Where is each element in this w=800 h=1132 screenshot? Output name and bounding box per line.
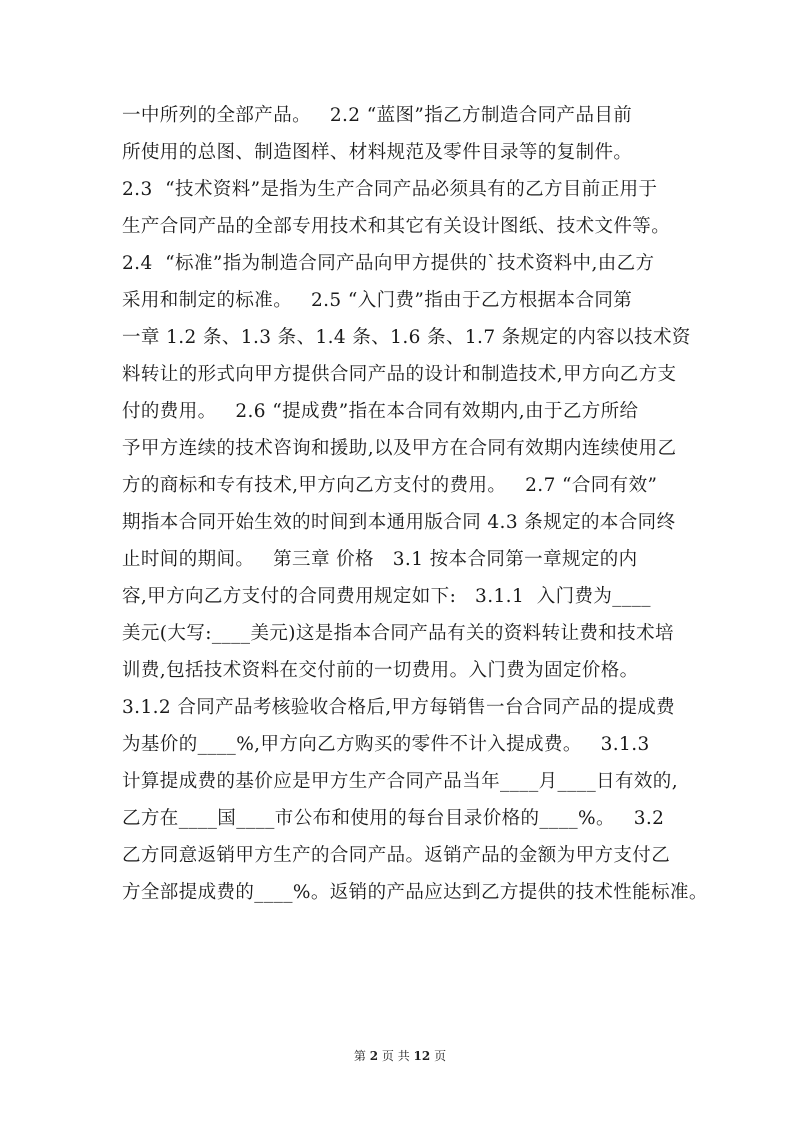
text-line: 采用和制定的标准。 2.5 “入门费”指由于乙方根据本合同第 — [122, 290, 633, 311]
text-line: 予甲方连续的技术咨询和援助,以及甲方在合同有效期内连续使用乙 — [122, 438, 677, 459]
text-line: 付的费用。 2.6 “提成费”指在本合同有效期内,由于乙方所给 — [122, 401, 639, 422]
text-line: 一章 1.2 条、1.3 条、1.4 条、1.6 条、1.7 条规定的内容以技术资 — [122, 327, 691, 348]
text-line: 容,甲方向乙方支付的合同费用规定如下: 3.1.1 入门费为____ — [122, 586, 651, 607]
text-line: 计算提成费的基价应是甲方生产合同产品当年____月____日有效的, — [122, 771, 678, 792]
text-line: 方全部提成费的____%。返销的产品应达到乙方提供的技术性能标准。 — [122, 882, 708, 903]
text-line: 2.3 “技术资料”是指为生产合同产品必须具有的乙方目前正用于 — [122, 179, 658, 200]
text-line: 乙方在____国____市公布和使用的每台目录价格的____%。 3.2 — [122, 808, 665, 829]
text-line: 2.4 “标准”指为制造合同产品向甲方提供的`技术资料中,由乙方 — [122, 253, 655, 274]
text-line: 训费,包括技术资料在交付前的一切费用。入门费为固定价格。 — [122, 660, 639, 681]
text-line: 为基价的____%,甲方向乙方购买的零件不计入提成费。 3.1.3 — [122, 734, 650, 755]
text-line: 一中所列的全部产品。 2.2 “蓝图”指乙方制造合同产品目前 — [122, 105, 633, 126]
text-line: 止时间的期间。 第三章 价格 3.1 按本合同第一章规定的内 — [122, 549, 638, 570]
text-line: 方的商标和专有技术,甲方向乙方支付的费用。 2.7 “合同有效” — [122, 475, 658, 496]
text-line: 期指本合同开始生效的时间到本通用版合同 4.3 条规定的本合同终 — [122, 512, 676, 533]
text-line: 乙方同意返销甲方生产的合同产品。返销产品的金额为甲方支付乙 — [122, 845, 671, 866]
text-line: 所使用的总图、制造图样、材料规范及零件目录等的复制件。 — [122, 142, 633, 163]
text-line: 料转让的形式向甲方提供合同产品的设计和制造技术,甲方向乙方支 — [122, 364, 677, 385]
footer-prefix: 第 — [353, 1049, 370, 1063]
page-total: 12 — [413, 1049, 431, 1063]
text-line: 美元(大写:____美元)这是指本合同产品有关的资料转让费和技术培 — [122, 623, 674, 644]
footer-suffix: 页 — [430, 1049, 447, 1063]
text-line: 3.1.2 合同产品考核验收合格后,甲方每销售一台合同产品的提成费 — [122, 697, 676, 718]
page-footer — [0, 1047, 800, 1065]
page-number: 2 — [369, 1049, 379, 1063]
text-line: 生产合同产品的全部专用技术和其它有关设计图纸、技术文件等。 — [122, 216, 671, 237]
footer-middle: 页 共 — [378, 1049, 414, 1063]
